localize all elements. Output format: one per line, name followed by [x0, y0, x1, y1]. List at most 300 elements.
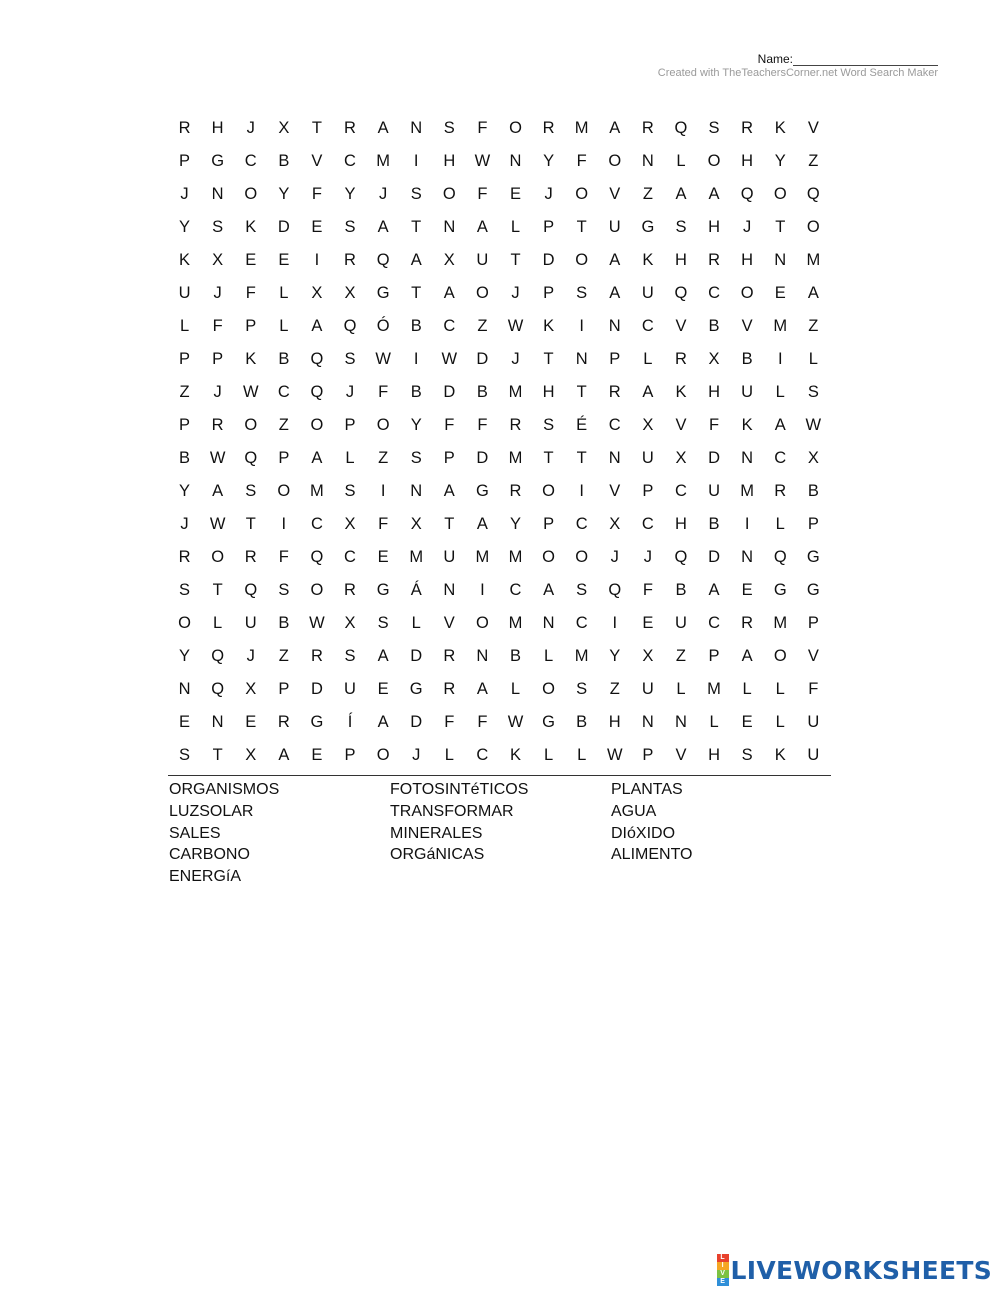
grid-cell[interactable]: Y: [410, 416, 422, 434]
grid-cell[interactable]: N: [741, 548, 754, 566]
grid-cell[interactable]: K: [642, 251, 654, 269]
grid-cell[interactable]: D: [443, 383, 456, 401]
grid-cell[interactable]: I: [612, 614, 618, 632]
grid-cell[interactable]: L: [179, 317, 190, 335]
grid-cell[interactable]: O: [707, 152, 721, 170]
grid-cell[interactable]: J: [610, 548, 619, 566]
grid-cell[interactable]: S: [344, 482, 356, 500]
grid-cell[interactable]: L: [577, 746, 587, 764]
grid-cell[interactable]: O: [376, 746, 390, 764]
grid-cell[interactable]: L: [543, 746, 554, 764]
grid-cell[interactable]: D: [476, 449, 489, 467]
grid-cell[interactable]: D: [410, 713, 423, 731]
grid-cell[interactable]: X: [807, 449, 819, 467]
grid-cell[interactable]: C: [310, 515, 323, 533]
grid-cell[interactable]: Q: [773, 548, 787, 566]
grid-cell[interactable]: A: [443, 284, 455, 302]
grid-cell[interactable]: B: [675, 581, 687, 599]
grid-cell[interactable]: L: [643, 350, 653, 368]
grid-cell[interactable]: M: [773, 614, 788, 632]
grid-cell[interactable]: M: [806, 251, 821, 269]
grid-cell[interactable]: U: [608, 218, 621, 236]
grid-cell[interactable]: P: [212, 350, 224, 368]
grid-cell[interactable]: R: [244, 548, 257, 566]
grid-cell[interactable]: D: [310, 680, 323, 698]
grid-cell[interactable]: O: [773, 185, 787, 203]
grid-cell[interactable]: F: [477, 713, 488, 731]
grid-cell[interactable]: O: [575, 251, 589, 269]
grid-cell[interactable]: T: [311, 119, 322, 137]
grid-cell[interactable]: Q: [244, 581, 258, 599]
grid-cell[interactable]: A: [212, 482, 224, 500]
grid-cell[interactable]: M: [508, 449, 523, 467]
grid-cell[interactable]: L: [279, 317, 289, 335]
grid-cell[interactable]: U: [807, 746, 820, 764]
grid-cell[interactable]: A: [443, 482, 455, 500]
grid-cell[interactable]: V: [311, 152, 323, 170]
grid-cell[interactable]: Y: [278, 185, 290, 203]
grid-cell[interactable]: T: [212, 581, 223, 599]
grid-cell[interactable]: L: [676, 152, 686, 170]
grid-cell[interactable]: B: [576, 713, 588, 731]
grid-cell[interactable]: G: [211, 152, 225, 170]
grid-cell[interactable]: N: [211, 185, 224, 203]
grid-cell[interactable]: O: [806, 218, 820, 236]
grid-cell[interactable]: P: [543, 284, 555, 302]
grid-cell[interactable]: U: [807, 713, 820, 731]
grid-cell[interactable]: B: [278, 614, 290, 632]
grid-cell[interactable]: Y: [179, 482, 191, 500]
grid-cell[interactable]: K: [509, 746, 521, 764]
grid-cell[interactable]: X: [344, 515, 356, 533]
grid-cell[interactable]: B: [741, 350, 753, 368]
grid-cell[interactable]: A: [741, 647, 753, 665]
grid-cell[interactable]: Z: [378, 449, 389, 467]
grid-cell[interactable]: A: [609, 119, 621, 137]
grid-cell[interactable]: G: [475, 482, 489, 500]
grid-cell[interactable]: P: [245, 317, 257, 335]
grid-cell[interactable]: Y: [344, 185, 356, 203]
grid-cell[interactable]: X: [245, 680, 257, 698]
grid-cell[interactable]: F: [212, 317, 223, 335]
grid-cell[interactable]: O: [542, 680, 555, 698]
grid-cell[interactable]: Q: [674, 284, 688, 302]
grid-cell[interactable]: Q: [343, 317, 357, 335]
grid-cell[interactable]: W: [507, 317, 524, 335]
grid-cell[interactable]: L: [510, 218, 521, 236]
grid-cell[interactable]: M: [376, 152, 390, 170]
grid-cell[interactable]: C: [575, 614, 588, 632]
grid-cell[interactable]: S: [807, 383, 819, 401]
grid-cell[interactable]: W: [309, 614, 325, 632]
grid-cell[interactable]: X: [311, 284, 323, 302]
grid-cell[interactable]: Y: [609, 647, 621, 665]
grid-cell[interactable]: G: [409, 680, 423, 698]
grid-cell[interactable]: O: [310, 416, 324, 434]
grid-cell[interactable]: S: [245, 482, 257, 500]
grid-cell[interactable]: A: [609, 284, 621, 302]
grid-cell[interactable]: A: [476, 218, 488, 236]
grid-cell[interactable]: T: [444, 515, 455, 533]
grid-cell[interactable]: P: [642, 482, 654, 500]
grid-cell[interactable]: G: [773, 581, 787, 599]
grid-cell[interactable]: Y: [509, 515, 521, 533]
grid-cell[interactable]: S: [576, 284, 588, 302]
grid-cell[interactable]: K: [543, 317, 555, 335]
grid-cell[interactable]: O: [575, 185, 589, 203]
grid-cell[interactable]: J: [643, 548, 652, 566]
grid-cell[interactable]: N: [410, 482, 423, 500]
grid-cell[interactable]: C: [244, 152, 257, 170]
grid-cell[interactable]: N: [641, 152, 654, 170]
grid-cell[interactable]: R: [641, 119, 654, 137]
grid-cell[interactable]: P: [642, 746, 654, 764]
grid-cell[interactable]: R: [741, 119, 754, 137]
grid-cell[interactable]: F: [642, 581, 653, 599]
grid-cell[interactable]: Z: [642, 185, 653, 203]
grid-cell[interactable]: R: [542, 119, 555, 137]
grid-cell[interactable]: H: [542, 383, 555, 401]
grid-cell[interactable]: C: [674, 482, 687, 500]
grid-cell[interactable]: H: [608, 713, 621, 731]
grid-cell[interactable]: P: [179, 152, 191, 170]
grid-cell[interactable]: R: [674, 350, 687, 368]
grid-cell[interactable]: F: [808, 680, 819, 698]
grid-cell[interactable]: P: [543, 218, 555, 236]
grid-cell[interactable]: M: [707, 680, 721, 698]
grid-cell[interactable]: Y: [774, 152, 786, 170]
grid-cell[interactable]: B: [278, 350, 290, 368]
grid-cell[interactable]: O: [575, 548, 589, 566]
grid-cell[interactable]: L: [345, 449, 355, 467]
grid-cell[interactable]: N: [741, 449, 754, 467]
grid-cell[interactable]: G: [542, 713, 555, 731]
grid-cell[interactable]: X: [344, 614, 356, 632]
grid-cell[interactable]: R: [344, 251, 356, 269]
grid-cell[interactable]: F: [311, 185, 322, 203]
grid-cell[interactable]: Y: [179, 647, 191, 665]
grid-cell[interactable]: B: [179, 449, 191, 467]
grid-cell[interactable]: B: [410, 383, 422, 401]
grid-cell[interactable]: G: [310, 713, 324, 731]
grid-cell[interactable]: U: [641, 680, 654, 698]
grid-cell[interactable]: H: [443, 152, 456, 170]
grid-cell[interactable]: U: [476, 251, 489, 269]
grid-cell[interactable]: H: [674, 515, 687, 533]
grid-cell[interactable]: X: [708, 350, 720, 368]
grid-cell[interactable]: U: [244, 614, 257, 632]
grid-cell[interactable]: X: [410, 515, 422, 533]
grid-cell[interactable]: E: [741, 581, 753, 599]
grid-cell[interactable]: N: [509, 152, 522, 170]
grid-cell[interactable]: G: [376, 581, 390, 599]
grid-cell[interactable]: Z: [808, 152, 819, 170]
grid-cell[interactable]: Y: [543, 152, 555, 170]
grid-cell[interactable]: Q: [740, 185, 754, 203]
grid-cell[interactable]: É: [576, 416, 588, 434]
grid-cell[interactable]: I: [579, 482, 584, 500]
grid-cell[interactable]: V: [443, 614, 455, 632]
grid-cell[interactable]: O: [244, 185, 258, 203]
grid-cell[interactable]: M: [508, 614, 523, 632]
grid-cell[interactable]: S: [179, 746, 191, 764]
grid-cell[interactable]: L: [444, 746, 454, 764]
grid-cell[interactable]: P: [807, 515, 819, 533]
grid-cell[interactable]: H: [741, 251, 754, 269]
grid-cell[interactable]: Z: [278, 416, 289, 434]
grid-cell[interactable]: Z: [179, 383, 190, 401]
grid-cell[interactable]: Z: [477, 317, 488, 335]
grid-cell[interactable]: P: [278, 449, 290, 467]
grid-cell[interactable]: T: [543, 449, 554, 467]
grid-cell[interactable]: L: [279, 284, 289, 302]
grid-cell[interactable]: X: [443, 251, 455, 269]
grid-cell[interactable]: E: [278, 251, 290, 269]
grid-cell[interactable]: U: [443, 548, 456, 566]
grid-cell[interactable]: U: [178, 284, 191, 302]
grid-cell[interactable]: P: [708, 647, 720, 665]
grid-cell[interactable]: Q: [211, 680, 225, 698]
grid-cell[interactable]: C: [344, 548, 356, 566]
grid-cell[interactable]: F: [378, 515, 389, 533]
grid-cell[interactable]: C: [344, 152, 356, 170]
grid-cell[interactable]: C: [641, 317, 654, 335]
grid-cell[interactable]: D: [476, 350, 489, 368]
grid-cell[interactable]: M: [508, 548, 523, 566]
grid-cell[interactable]: L: [543, 647, 554, 665]
grid-cell[interactable]: A: [377, 713, 389, 731]
grid-cell[interactable]: S: [576, 680, 588, 698]
grid-cell[interactable]: L: [775, 680, 785, 698]
grid-cell[interactable]: A: [377, 218, 389, 236]
grid-cell[interactable]: R: [178, 119, 191, 137]
grid-cell[interactable]: S: [344, 350, 356, 368]
grid-cell[interactable]: Á: [410, 581, 422, 599]
grid-cell[interactable]: L: [676, 680, 686, 698]
grid-cell[interactable]: P: [807, 614, 819, 632]
grid-cell[interactable]: B: [410, 317, 422, 335]
grid-cell[interactable]: O: [542, 548, 555, 566]
grid-cell[interactable]: F: [576, 152, 587, 170]
grid-cell[interactable]: S: [212, 218, 224, 236]
grid-cell[interactable]: O: [244, 416, 258, 434]
grid-cell[interactable]: L: [808, 350, 818, 368]
grid-cell[interactable]: I: [281, 515, 287, 533]
grid-cell[interactable]: J: [246, 647, 255, 665]
grid-cell[interactable]: C: [476, 746, 489, 764]
grid-cell[interactable]: L: [709, 713, 719, 731]
grid-cell[interactable]: S: [543, 416, 555, 434]
grid-cell[interactable]: B: [708, 317, 720, 335]
grid-cell[interactable]: E: [245, 713, 257, 731]
grid-cell[interactable]: A: [708, 581, 720, 599]
grid-cell[interactable]: X: [278, 119, 290, 137]
grid-cell[interactable]: N: [410, 119, 423, 137]
grid-cell[interactable]: E: [642, 614, 654, 632]
grid-cell[interactable]: R: [211, 416, 224, 434]
grid-cell[interactable]: W: [209, 515, 226, 533]
grid-cell[interactable]: O: [475, 614, 489, 632]
grid-cell[interactable]: H: [708, 218, 720, 236]
grid-cell[interactable]: O: [542, 482, 555, 500]
grid-cell[interactable]: T: [411, 284, 422, 302]
grid-cell[interactable]: F: [278, 548, 289, 566]
grid-cell[interactable]: O: [442, 185, 456, 203]
grid-cell[interactable]: Z: [609, 680, 620, 698]
grid-cell[interactable]: X: [344, 284, 356, 302]
grid-cell[interactable]: T: [245, 515, 256, 533]
grid-cell[interactable]: W: [805, 416, 822, 434]
grid-cell[interactable]: H: [211, 119, 224, 137]
grid-cell[interactable]: S: [278, 581, 290, 599]
grid-cell[interactable]: R: [708, 251, 720, 269]
grid-cell[interactable]: T: [411, 218, 422, 236]
grid-cell[interactable]: W: [242, 383, 259, 401]
grid-cell[interactable]: J: [511, 350, 520, 368]
grid-cell[interactable]: E: [509, 185, 521, 203]
grid-cell[interactable]: U: [741, 383, 754, 401]
grid-cell[interactable]: H: [674, 251, 687, 269]
grid-cell[interactable]: N: [608, 317, 621, 335]
grid-cell[interactable]: P: [344, 746, 356, 764]
grid-cell[interactable]: A: [609, 251, 621, 269]
grid-cell[interactable]: B: [509, 647, 521, 665]
grid-cell[interactable]: J: [213, 284, 222, 302]
grid-cell[interactable]: Q: [310, 548, 324, 566]
grid-cell[interactable]: R: [774, 482, 787, 500]
grid-cell[interactable]: V: [675, 416, 687, 434]
grid-cell[interactable]: A: [278, 746, 290, 764]
grid-cell[interactable]: F: [477, 416, 488, 434]
grid-cell[interactable]: C: [509, 581, 522, 599]
grid-cell[interactable]: J: [378, 185, 388, 203]
grid-cell[interactable]: Q: [310, 350, 324, 368]
grid-cell[interactable]: W: [474, 152, 491, 170]
grid-cell[interactable]: A: [311, 317, 323, 335]
grid-cell[interactable]: J: [544, 185, 553, 203]
grid-cell[interactable]: S: [377, 614, 389, 632]
grid-cell[interactable]: R: [277, 713, 290, 731]
grid-cell[interactable]: T: [576, 218, 587, 236]
grid-cell[interactable]: W: [441, 350, 458, 368]
grid-cell[interactable]: Q: [310, 383, 324, 401]
grid-cell[interactable]: E: [179, 713, 191, 731]
grid-cell[interactable]: F: [477, 119, 488, 137]
grid-cell[interactable]: M: [508, 383, 523, 401]
grid-cell[interactable]: O: [211, 548, 225, 566]
grid-cell[interactable]: C: [708, 284, 720, 302]
grid-cell[interactable]: F: [709, 416, 720, 434]
grid-cell[interactable]: V: [609, 482, 621, 500]
grid-cell[interactable]: P: [609, 350, 621, 368]
grid-cell[interactable]: N: [443, 218, 456, 236]
grid-cell[interactable]: U: [708, 482, 720, 500]
grid-cell[interactable]: E: [377, 680, 389, 698]
grid-cell[interactable]: T: [775, 218, 786, 236]
grid-cell[interactable]: U: [344, 680, 356, 698]
grid-cell[interactable]: N: [641, 713, 654, 731]
grid-cell[interactable]: K: [774, 119, 786, 137]
grid-cell[interactable]: O: [773, 647, 787, 665]
grid-cell[interactable]: O: [740, 284, 754, 302]
grid-cell[interactable]: L: [213, 614, 223, 632]
grid-cell[interactable]: L: [411, 614, 421, 632]
grid-cell[interactable]: Ó: [376, 317, 390, 335]
grid-cell[interactable]: B: [476, 383, 488, 401]
grid-cell[interactable]: G: [806, 581, 820, 599]
grid-cell[interactable]: R: [178, 548, 191, 566]
grid-cell[interactable]: B: [278, 152, 290, 170]
grid-cell[interactable]: F: [378, 383, 389, 401]
grid-cell[interactable]: X: [642, 647, 654, 665]
grid-cell[interactable]: A: [708, 185, 720, 203]
grid-cell[interactable]: Q: [674, 548, 688, 566]
grid-cell[interactable]: E: [377, 548, 389, 566]
name-blank-line[interactable]: [793, 55, 938, 66]
grid-cell[interactable]: T: [576, 383, 587, 401]
grid-cell[interactable]: P: [543, 515, 555, 533]
grid-cell[interactable]: F: [444, 416, 455, 434]
grid-cell[interactable]: T: [543, 350, 554, 368]
grid-cell[interactable]: W: [375, 350, 391, 368]
grid-cell[interactable]: D: [277, 218, 290, 236]
grid-cell[interactable]: R: [310, 647, 323, 665]
grid-cell[interactable]: J: [180, 515, 189, 533]
grid-cell[interactable]: C: [277, 383, 290, 401]
grid-cell[interactable]: R: [741, 614, 754, 632]
grid-cell[interactable]: O: [376, 416, 390, 434]
grid-cell[interactable]: N: [674, 713, 687, 731]
grid-cell[interactable]: I: [314, 251, 320, 269]
grid-cell[interactable]: Z: [675, 647, 686, 665]
grid-cell[interactable]: S: [443, 119, 455, 137]
grid-cell[interactable]: F: [245, 284, 256, 302]
grid-cell[interactable]: Q: [376, 251, 390, 269]
grid-cell[interactable]: G: [806, 548, 820, 566]
grid-cell[interactable]: M: [310, 482, 324, 500]
grid-cell[interactable]: S: [179, 581, 191, 599]
grid-cell[interactable]: A: [642, 383, 654, 401]
grid-cell[interactable]: F: [444, 713, 455, 731]
grid-cell[interactable]: R: [509, 482, 522, 500]
grid-cell[interactable]: J: [743, 218, 752, 236]
grid-cell[interactable]: A: [543, 581, 555, 599]
grid-cell[interactable]: O: [509, 119, 522, 137]
grid-cell[interactable]: X: [642, 416, 654, 434]
grid-cell[interactable]: Q: [608, 581, 622, 599]
grid-cell[interactable]: L: [510, 680, 521, 698]
grid-cell[interactable]: S: [344, 647, 356, 665]
grid-cell[interactable]: O: [178, 614, 191, 632]
grid-cell[interactable]: D: [708, 449, 720, 467]
grid-cell[interactable]: D: [708, 548, 720, 566]
grid-cell[interactable]: R: [443, 647, 456, 665]
grid-cell[interactable]: N: [774, 251, 787, 269]
grid-cell[interactable]: C: [608, 416, 621, 434]
grid-cell[interactable]: O: [310, 581, 324, 599]
grid-cell[interactable]: Q: [674, 119, 688, 137]
grid-cell[interactable]: V: [609, 185, 621, 203]
grid-cell[interactable]: Í: [347, 713, 353, 731]
grid-cell[interactable]: U: [641, 284, 654, 302]
grid-cell[interactable]: C: [708, 614, 720, 632]
grid-cell[interactable]: K: [245, 350, 257, 368]
grid-cell[interactable]: W: [209, 449, 226, 467]
grid-cell[interactable]: O: [475, 284, 489, 302]
grid-cell[interactable]: N: [211, 713, 224, 731]
grid-cell[interactable]: M: [773, 317, 788, 335]
grid-cell[interactable]: P: [443, 449, 455, 467]
